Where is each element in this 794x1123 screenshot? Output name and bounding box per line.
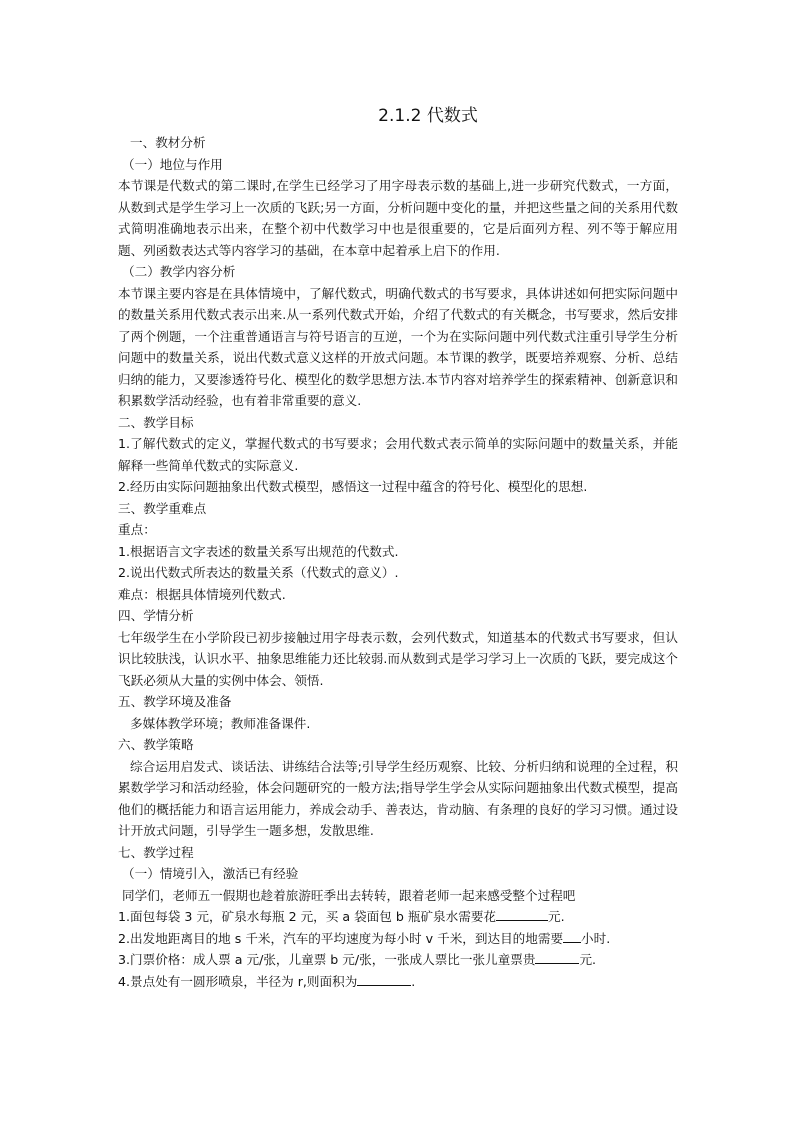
document-title: 2.1.2 代数式 bbox=[378, 106, 478, 126]
question-1-unit: 元. bbox=[548, 909, 565, 924]
heading-1: 一、教材分析 bbox=[130, 135, 206, 150]
question-2-unit: 小时. bbox=[581, 930, 611, 946]
heading-2: 二、教学目标 bbox=[118, 414, 194, 430]
answer-blank-3[interactable] bbox=[535, 949, 579, 964]
key-points-label: 重点： bbox=[118, 522, 156, 537]
paragraph-position-role: 本节课是代数式的第二课时,在学生已经学习了用字母表示数的基础上,进一步研究代数式，一方面，从数到式是学生学习上一次质的飞跃;另一方面，分析问题中变化的量，并把这些量之间的关系用代数式简明准确地表示出来，在整个初中代数学习中也是很重要的，它是后面列方程、列不等于解应用题、列函数表达式等内容学习的基础，在本章中起着承上启下的作用. bbox=[118, 178, 678, 258]
question-1 bbox=[118, 906, 678, 928]
paragraph-content-analysis: 本节课主要内容是在具体情境中，了解代数式，明确代数式的书写要求，具体讲述如何把实际问题中的数量关系用代数式表示出来.从一系列代数式开始，介绍了代数式的有关概念，书写要求，然后安排了两个例题，一个注重普通语言与符号语言的互逆，一个为在实际问题中列代数式注重引导学生分析问题中的数量关系，说出代数式意义这样的开放式问题。本节课的教学，既要培养观察、分析、总结归纳的能力，又要渗透符号化、模型化的数学思想方法.本节内容对培养学生的探索精神、创新意识和积累数学活动经验，也有着非常重要的意义. bbox=[118, 285, 678, 408]
question-3-text: 3.门票价格：成人票 a 元/张，儿童票 b 元/张，一张成人票比一张儿童票贵 bbox=[118, 952, 536, 967]
answer-blank-2[interactable] bbox=[563, 928, 581, 943]
question-4-unit: . bbox=[411, 973, 416, 989]
heading-5: 五、教学环境及准备 bbox=[118, 694, 232, 709]
document-page bbox=[118, 104, 678, 992]
goal-item-2: 2.经历由实际问题抽象出代数式模型，感悟这一过程中蕴含的符号化、模型化的思想. bbox=[118, 479, 588, 494]
question-3 bbox=[118, 949, 678, 971]
heading-3: 三、教学重难点 bbox=[118, 500, 207, 516]
difficulty: 难点：根据具体情境列代数式. bbox=[118, 586, 286, 602]
answer-blank-1[interactable] bbox=[496, 906, 548, 921]
paragraph-environment: 多媒体教学环境；教师准备课件. bbox=[130, 715, 311, 731]
question-4 bbox=[118, 971, 678, 993]
paragraph-intro: 同学们，老师五一假期也趁着旅游旺季出去转转，跟着老师一起来感受整个过程吧 bbox=[122, 887, 576, 903]
subheading-1-1: （一）地位与作用 bbox=[122, 156, 223, 172]
heading-7: 七、教学过程 bbox=[118, 844, 194, 860]
question-4-text: 4.景点处有一圆形喷泉，半径为 r,则面积为 bbox=[118, 973, 358, 989]
key-point-1: 1.根据语言文字表述的数量关系写出规范的代数式. bbox=[118, 543, 399, 559]
subheading-1-2: （二）教学内容分析 bbox=[122, 264, 236, 279]
key-point-2: 2.说出代数式所表达的数量关系（代数式的意义）. bbox=[118, 565, 399, 580]
heading-6: 六、教学策略 bbox=[118, 737, 194, 752]
paragraph-strategy: 综合运用启发式、谈话法、讲练结合法等;引导学生经历观察、比较、分析归纳和说理的全过程，积累数学学习和活动经验，体会问题研究的一般方法;指导学生学会从实际问题抽象出代数式模型，提高他们的概括能力和语言运用能力，养成会动手、善表达，肯动脑、有条理的良好的学习习惯。通过设计开放式问题，引导学生一题多想，发散思维. bbox=[118, 758, 678, 838]
question-1-text: 1.面包每袋 3 元，矿泉水每瓶 2 元，买 a 袋面包 b 瓶矿泉水需要花 bbox=[118, 909, 497, 924]
subheading-7-1: （一）情境引入，激活已有经验 bbox=[122, 866, 299, 881]
paragraph-student-analysis: 七年级学生在小学阶段已初步接触过用字母表示数，会列代数式，知道基本的代数式书写要求，但认识比较肤浅，认识水平、抽象思维能力还比较弱.而从数到式是学习学习上一次质的飞跃，要完成这个飞跃必须从大量的实例中体会、领悟. bbox=[118, 629, 678, 688]
question-2 bbox=[118, 928, 678, 950]
goal-item-1: 1.了解代数式的定义，掌握代数式的书写要求；会用代数式表示简单的实际问题中的数量关系，并能解释一些简单代数式的实际意义. bbox=[118, 436, 678, 473]
answer-blank-4[interactable] bbox=[357, 971, 411, 986]
question-2-text: 2.出发地距离目的地 s 千米，汽车的平均速度为每小时 v 千米，到达目的地需要 bbox=[118, 930, 564, 946]
heading-4: 四、学情分析 bbox=[118, 608, 194, 623]
question-3-unit: 元. bbox=[579, 952, 597, 967]
